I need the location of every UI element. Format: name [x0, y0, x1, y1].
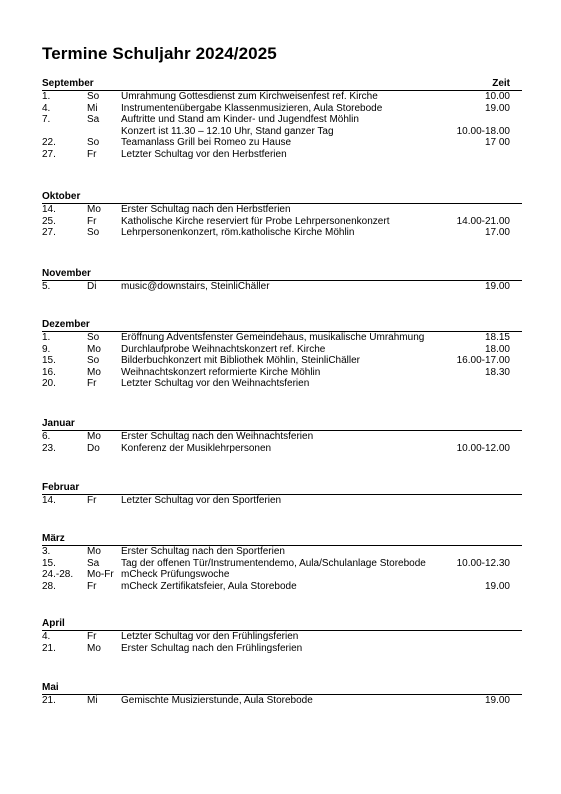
event-weekday: So	[87, 91, 100, 102]
month-label: Dezember	[42, 319, 90, 330]
event-description: Letzter Schultag vor den Weihnachtsferien	[121, 378, 310, 389]
month-label: September	[42, 78, 94, 89]
month-header	[42, 318, 522, 332]
event-time: 19.00	[484, 102, 510, 114]
event-weekday: Fr	[87, 631, 97, 642]
event-date: 6.	[42, 431, 51, 442]
month-section	[42, 318, 522, 390]
event-date: 27.	[42, 148, 56, 160]
month-section	[42, 267, 522, 293]
month-header	[42, 481, 522, 495]
event-description: Letzter Schultag vor den Frühlingsferien	[121, 631, 299, 642]
event-weekday: Fr	[87, 215, 97, 227]
event-weekday: Fr	[87, 495, 97, 506]
page-title: Termine Schuljahr 2024/2025	[42, 44, 277, 63]
event-date: 20.	[42, 378, 56, 389]
event-weekday: Fr	[87, 378, 97, 389]
event-weekday: Mo	[87, 204, 101, 215]
event-row	[42, 643, 522, 655]
month-label: Oktober	[42, 191, 81, 202]
event-row	[42, 103, 522, 115]
event-time	[440, 431, 522, 443]
event-time	[440, 569, 522, 581]
month-header	[42, 532, 522, 546]
event-row	[42, 114, 522, 126]
event-description: Teamanlass Grill bei Romeo zu Hause	[121, 137, 292, 148]
event-time	[440, 204, 522, 216]
event-date: 14.	[42, 495, 56, 506]
event-date: 28.	[42, 580, 56, 592]
event-time: 10.00-12.00	[456, 442, 510, 454]
event-weekday	[87, 126, 121, 138]
event-date: 25.	[42, 215, 56, 227]
event-time	[440, 495, 522, 507]
event-row	[42, 216, 522, 228]
event-description: Auftritte und Stand am Kinder- und Jugendfest Möhlin	[121, 114, 359, 125]
event-description: Durchlaufprobe Weihnachtskonzert ref. Kirche	[121, 343, 326, 355]
event-date: 15.	[42, 557, 56, 569]
event-row	[42, 631, 522, 643]
month-section	[42, 681, 522, 707]
event-description: Lehrpersonenkonzert, röm.katholische Kirche Möhlin	[121, 227, 355, 238]
event-time: 18.00	[484, 343, 510, 355]
event-weekday: Mo	[87, 343, 101, 355]
month-section	[42, 77, 522, 160]
event-date: 1.	[42, 332, 51, 343]
event-row	[42, 569, 522, 581]
event-weekday: So	[87, 227, 100, 238]
event-time	[440, 643, 522, 655]
event-date: 9.	[42, 343, 51, 355]
event-description: Instrumentenübergabe Klassenmusizieren, Aula Storebode	[121, 102, 383, 114]
event-description: Gemischte Musizierstunde, Aula Storebode	[121, 695, 313, 706]
event-weekday: So	[87, 137, 100, 148]
event-description: music@downstairs, SteinliChäller	[121, 281, 270, 292]
event-weekday: Mo	[87, 431, 101, 442]
event-date: 22.	[42, 137, 56, 148]
event-weekday: Mi	[87, 695, 98, 706]
event-weekday: So	[87, 332, 100, 343]
month-section	[42, 481, 522, 507]
event-weekday: So	[87, 355, 100, 366]
event-description: Erster Schultag nach den Herbstferien	[121, 204, 291, 215]
event-date: 7.	[42, 114, 51, 125]
event-description: Katholische Kirche reserviert für Probe Lehrpersonenkonzert	[121, 215, 390, 227]
event-date: 4.	[42, 102, 51, 114]
month-section	[42, 190, 522, 239]
event-weekday: Do	[87, 442, 100, 454]
event-description: Erster Schultag nach den Frühlingsferien	[121, 642, 303, 654]
month-label: März	[42, 533, 65, 544]
event-date: 3.	[42, 546, 51, 557]
month-label: Mai	[42, 682, 59, 693]
month-label: Februar	[42, 482, 80, 493]
event-time: 17.00	[484, 227, 510, 238]
event-time: 19.00	[484, 695, 510, 706]
event-row	[42, 137, 522, 149]
event-row	[42, 546, 522, 558]
event-weekday: Sa	[87, 114, 100, 125]
event-row	[42, 443, 522, 455]
event-weekday: Mi	[87, 102, 98, 114]
event-time	[440, 149, 522, 161]
month-section	[42, 417, 522, 454]
event-weekday: Mo	[87, 642, 101, 654]
event-description: Letzter Schultag vor den Herbstferien	[121, 148, 287, 160]
event-weekday: Mo	[87, 546, 101, 557]
event-time: 10.00-18.00	[456, 125, 510, 137]
event-time: 18.15	[484, 332, 510, 343]
event-description: mCheck Zertifikatsfeier, Aula Storebode	[121, 580, 297, 592]
event-row	[42, 91, 522, 103]
month-header	[42, 190, 522, 204]
event-description: mCheck Prüfungswoche	[121, 569, 230, 580]
event-time	[440, 114, 522, 126]
month-header	[42, 77, 522, 91]
event-date: 16.	[42, 366, 56, 378]
event-description: Letzter Schultag vor den Sportferien	[121, 495, 282, 506]
event-description: Eröffnung Adventsfenster Gemeindehaus, musikalische Umrahmung	[121, 332, 425, 343]
month-label: November	[42, 268, 91, 279]
event-date: 21.	[42, 642, 56, 654]
event-description: Weihnachtskonzert reformierte Kirche Möhlin	[121, 366, 321, 378]
event-date: 27.	[42, 227, 56, 238]
event-weekday: Mo-Fr	[87, 569, 114, 580]
event-row	[42, 332, 522, 344]
month-header	[42, 267, 522, 281]
event-date: 24.-28.	[42, 569, 74, 580]
event-date: 1.	[42, 91, 51, 102]
event-time: 16.00-17.00	[456, 355, 510, 366]
event-row	[42, 281, 522, 293]
event-row	[42, 204, 522, 216]
month-header	[42, 681, 522, 695]
event-description: Konzert ist 11.30 – 12.10 Uhr, Stand ganzer Tag	[121, 125, 334, 137]
event-description: Tag der offenen Tür/Instrumentendemo, Aula/Schulanlage Storebode	[121, 557, 426, 569]
event-row	[42, 581, 522, 593]
event-row	[42, 355, 522, 367]
time-column-header: Zeit	[492, 78, 510, 89]
event-weekday: Fr	[87, 580, 97, 592]
event-time	[440, 631, 522, 643]
event-weekday: Fr	[87, 148, 97, 160]
event-time	[440, 378, 522, 390]
event-date: 4.	[42, 631, 51, 642]
month-header	[42, 617, 522, 631]
event-weekday: Mo	[87, 366, 101, 378]
event-time: 19.00	[484, 281, 510, 292]
event-time: 10.00-12.30	[456, 557, 510, 569]
event-description: Bilderbuchkonzert mit Bibliothek Möhlin, SteinliChäller	[121, 355, 360, 366]
event-date: 5.	[42, 281, 51, 292]
event-row	[42, 558, 522, 570]
month-header	[42, 417, 522, 431]
event-row	[42, 126, 522, 138]
event-date: 21.	[42, 695, 56, 706]
event-row	[42, 495, 522, 507]
event-row	[42, 695, 522, 707]
month-label: April	[42, 618, 65, 629]
event-time: 10.00	[484, 91, 510, 102]
month-section	[42, 532, 522, 592]
event-date: 23.	[42, 442, 56, 454]
event-description: Konferenz der Musiklehrpersonen	[121, 442, 272, 454]
event-time: 17 00	[484, 137, 510, 148]
event-row	[42, 367, 522, 379]
event-weekday: Di	[87, 281, 97, 292]
event-time	[440, 546, 522, 558]
month-label: Januar	[42, 418, 75, 429]
event-time: 19.00	[484, 580, 510, 592]
event-row	[42, 227, 522, 239]
event-row	[42, 149, 522, 161]
event-row	[42, 344, 522, 356]
event-description: Erster Schultag nach den Weihnachtsferien	[121, 431, 314, 442]
event-date: 15.	[42, 355, 56, 366]
event-row	[42, 431, 522, 443]
event-description: Umrahmung Gottesdienst zum Kirchweisenfest ref. Kirche	[121, 91, 378, 102]
month-section	[42, 617, 522, 654]
event-weekday: Sa	[87, 557, 100, 569]
event-date: 14.	[42, 204, 56, 215]
event-row	[42, 378, 522, 390]
event-time: 18.30	[484, 366, 510, 378]
event-date	[42, 126, 87, 138]
event-description: Erster Schultag nach den Sportferien	[121, 546, 285, 557]
event-time: 14.00-21.00	[456, 215, 510, 227]
